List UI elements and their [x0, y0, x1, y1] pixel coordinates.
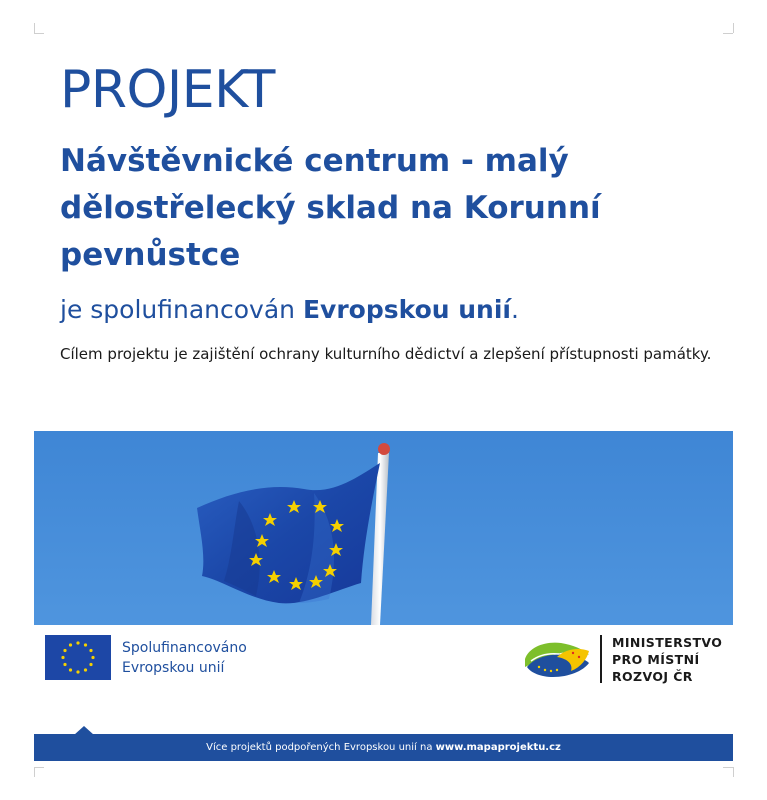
- ministry-line3: ROZVOJ ČR: [612, 669, 693, 684]
- ministry-emblem-icon: [521, 637, 593, 681]
- cofinanced-prefix: je spolufinancován: [60, 295, 296, 324]
- ministry-line1: MINISTERSTVO: [612, 635, 723, 650]
- cofinanced-suffix: .: [511, 295, 519, 324]
- project-name: Návštěvnické centrum - malý dělostřelecký sklad na Korunní pevnůstce: [60, 143, 601, 273]
- crop-mark-top-left-h: [34, 33, 44, 34]
- eu-flag-icon: [45, 635, 111, 680]
- ministry-line2: PRO MÍSTNÍ: [612, 652, 700, 667]
- crop-mark-bottom-right-h: [723, 767, 733, 768]
- flag-pole-finial: [378, 443, 390, 455]
- eu-flag-photo: [34, 431, 733, 625]
- crop-mark-top-right-v: [733, 23, 734, 33]
- project-goal: Cílem projektu je zajištění ochrany kulturního dědictví a zlepšení přístupnosti památky.: [60, 345, 712, 363]
- ministry-name: [612, 634, 722, 685]
- footer-link[interactable]: www.mapaprojektu.cz: [435, 742, 561, 753]
- ministry-divider: [600, 635, 602, 683]
- footer-bar: [34, 734, 733, 761]
- crop-mark-bottom-left-v: [34, 767, 35, 777]
- cofinanced-statement: [60, 292, 519, 328]
- eu-cofinanced-label: [122, 638, 247, 678]
- eu-label-line2: Evropskou unií: [122, 660, 225, 676]
- crop-mark-top-left-v: [34, 23, 35, 33]
- poster-heading: PROJEKT: [60, 60, 275, 120]
- footer-text: Více projektů podpořených Evropskou unií na: [206, 742, 433, 753]
- crop-mark-bottom-right-v: [733, 767, 734, 777]
- logo-bar: [34, 625, 733, 727]
- eu-label-line1: Spolufinancováno: [122, 640, 247, 656]
- crop-mark-bottom-left-h: [34, 767, 44, 768]
- cofinanced-emphasis: Evropskou unií: [302, 295, 511, 324]
- crop-mark-top-right-h: [723, 33, 733, 34]
